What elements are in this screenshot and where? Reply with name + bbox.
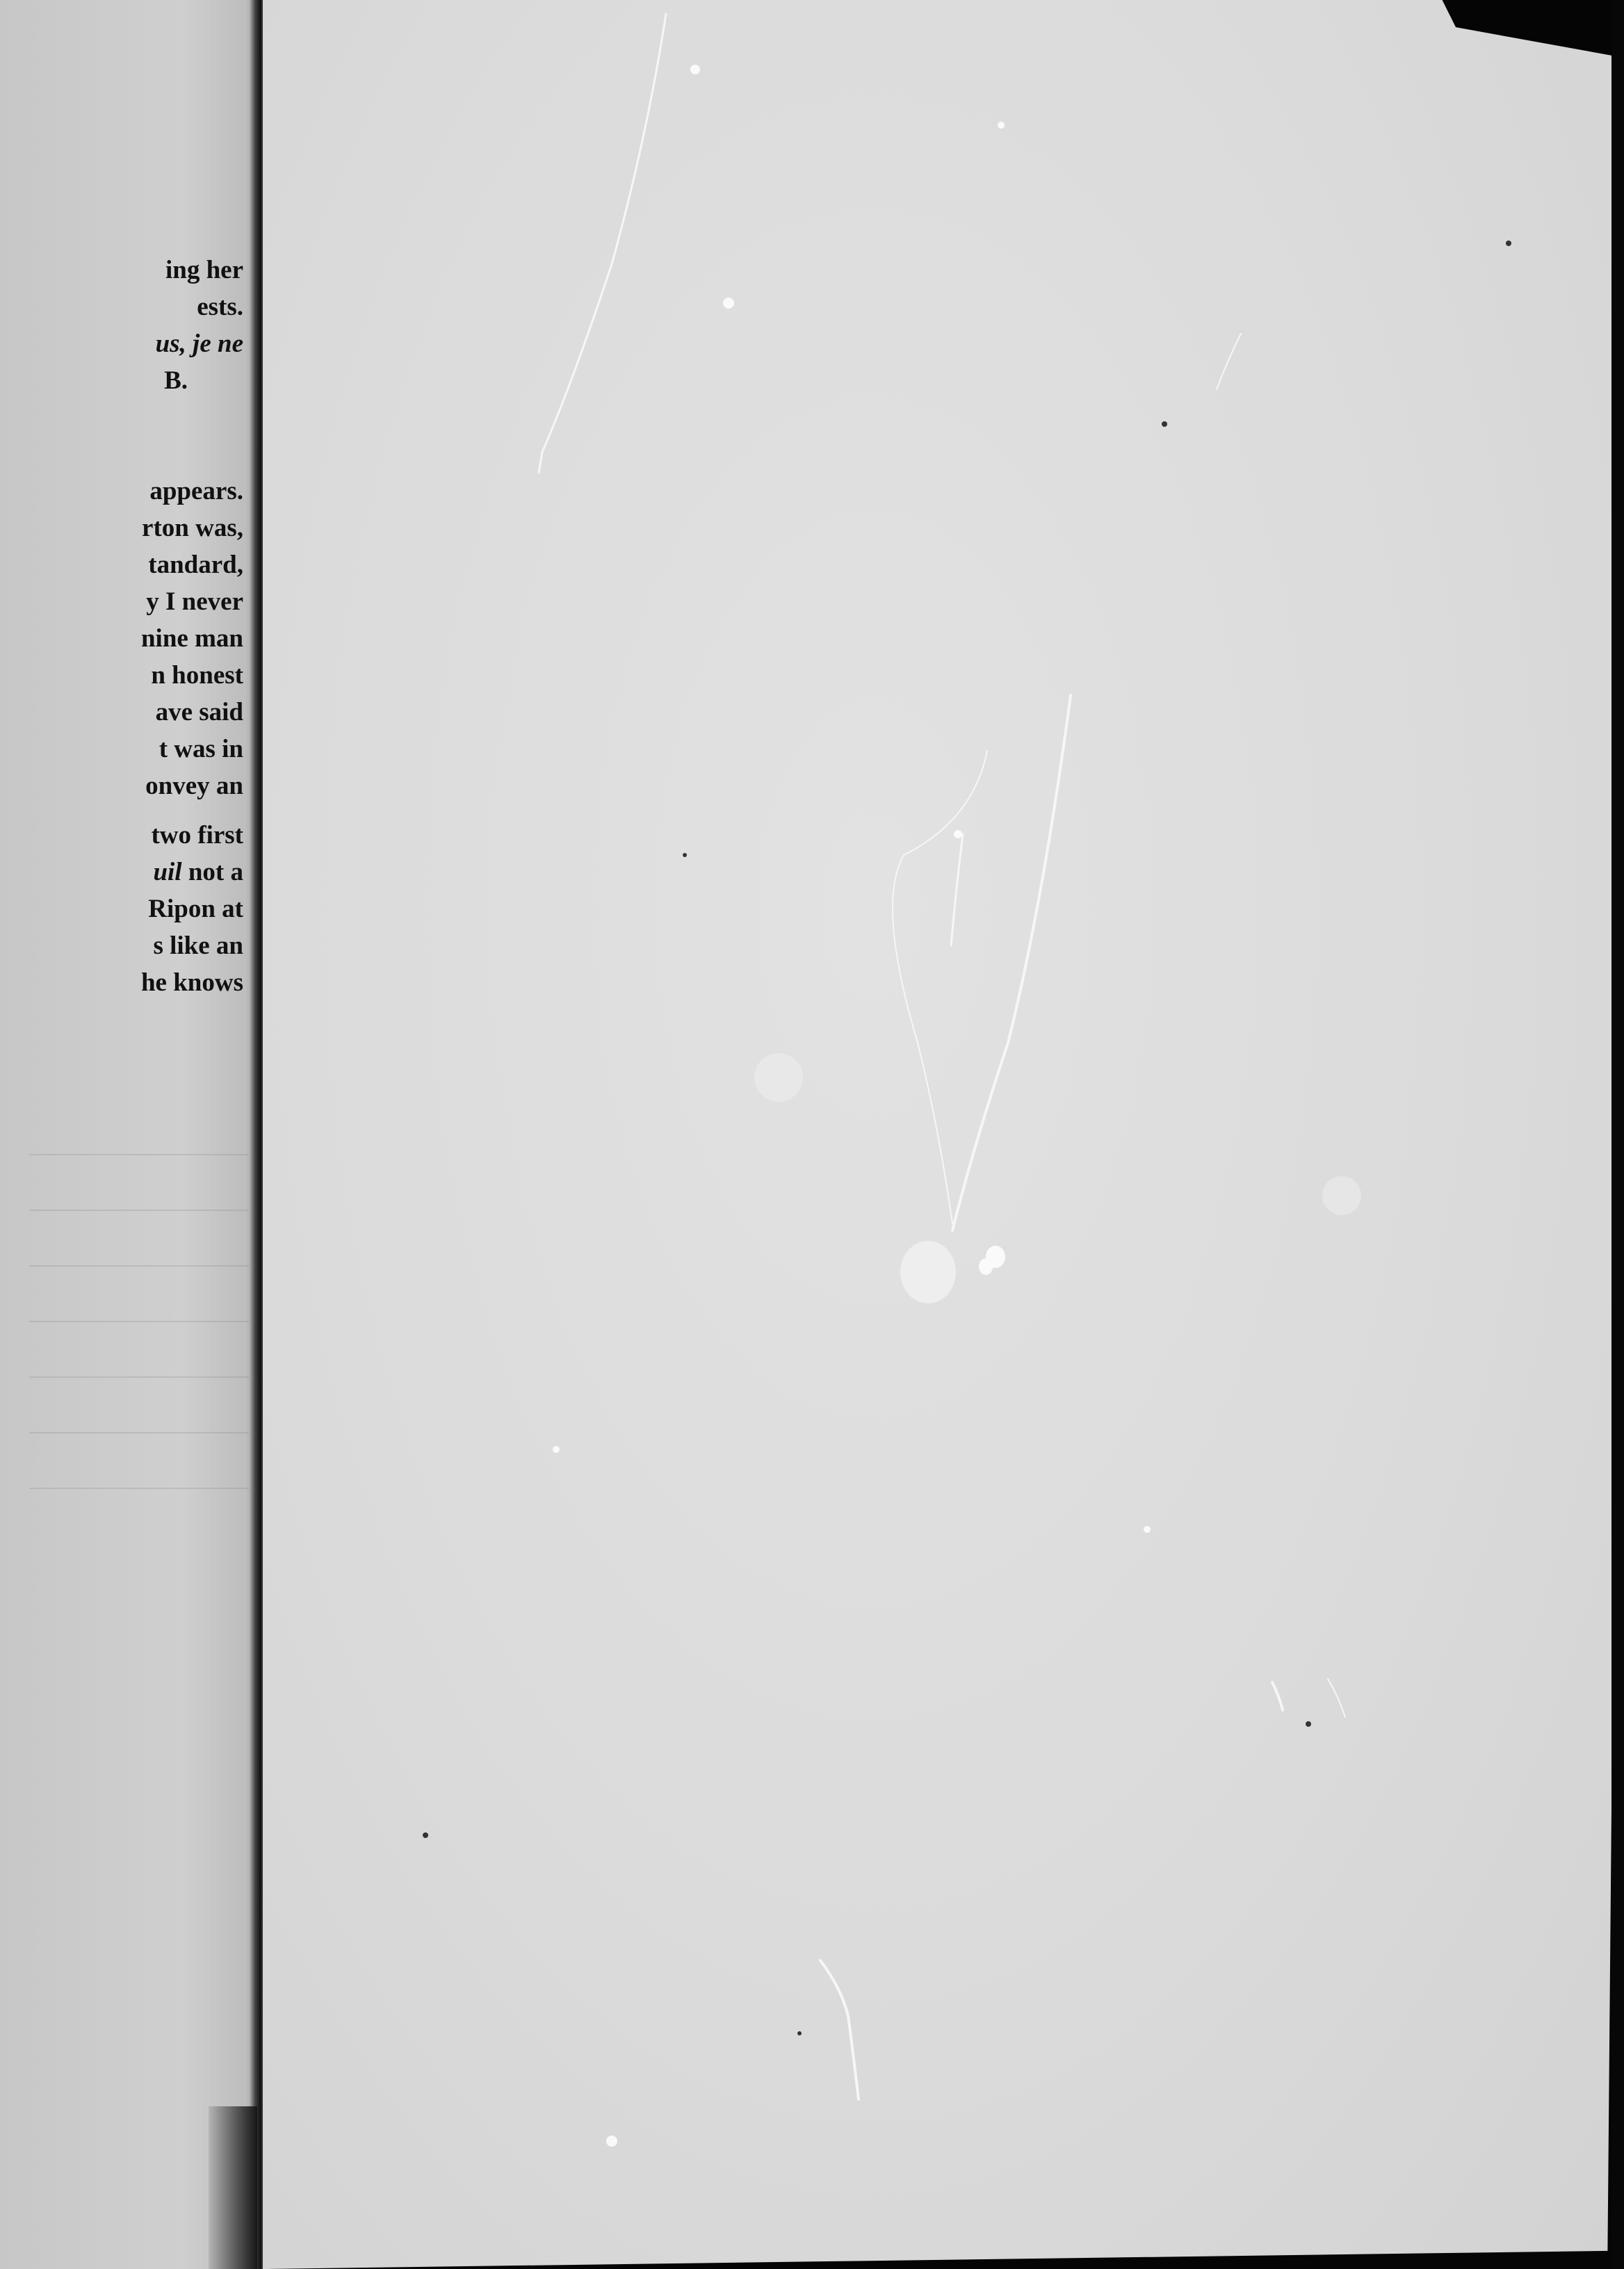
dust-speck [423, 1832, 428, 1838]
text-line: n honest [151, 661, 243, 690]
dust-speck [690, 65, 700, 74]
light-spot [754, 1053, 803, 1102]
text-line: ests. [197, 293, 243, 321]
dust-speck [1306, 1721, 1311, 1727]
text-line: ing her [165, 256, 243, 284]
scratch-mark [951, 834, 963, 945]
italic-word-fragment: uil [153, 858, 182, 886]
dust-speck [1162, 421, 1167, 427]
dust-speck [683, 853, 687, 857]
dust-speck [998, 122, 1005, 129]
text-line-rest: not a [181, 858, 243, 886]
light-spot [1322, 1176, 1361, 1215]
scratch-mark [1217, 334, 1241, 389]
text-line: he knows [140, 968, 243, 997]
scratch-mark [1328, 1679, 1345, 1717]
dust-speck [1506, 241, 1511, 246]
dust-speck [1144, 1526, 1151, 1533]
dust-speck [723, 298, 734, 309]
scratch-mark [539, 14, 666, 473]
text-line: Ripon at [148, 895, 243, 923]
text-line: appears. [149, 477, 243, 505]
scratch-mark [952, 695, 1071, 1230]
text-line: ave said [155, 698, 243, 726]
text-line: nine man [140, 624, 243, 653]
dust-speck [606, 2136, 617, 2147]
dust-speck [553, 1446, 560, 1453]
dust-speck [797, 2031, 802, 2035]
text-line: rton was, [142, 514, 243, 542]
text-line: onvey an [145, 772, 243, 800]
scratch-mark [820, 1960, 859, 2099]
text-line: two first [151, 821, 243, 849]
signature-initial: B. [164, 366, 188, 395]
text-line: tandard, [148, 551, 243, 579]
text-line: s like an [153, 932, 243, 960]
light-spot [900, 1241, 956, 1303]
light-spot [979, 1258, 993, 1275]
text-line: us, je ne [155, 330, 243, 358]
dust-speck [954, 830, 962, 838]
scratch-mark [1272, 1682, 1283, 1710]
text-line: y I never [146, 587, 243, 616]
text-line: t was in [159, 735, 243, 763]
